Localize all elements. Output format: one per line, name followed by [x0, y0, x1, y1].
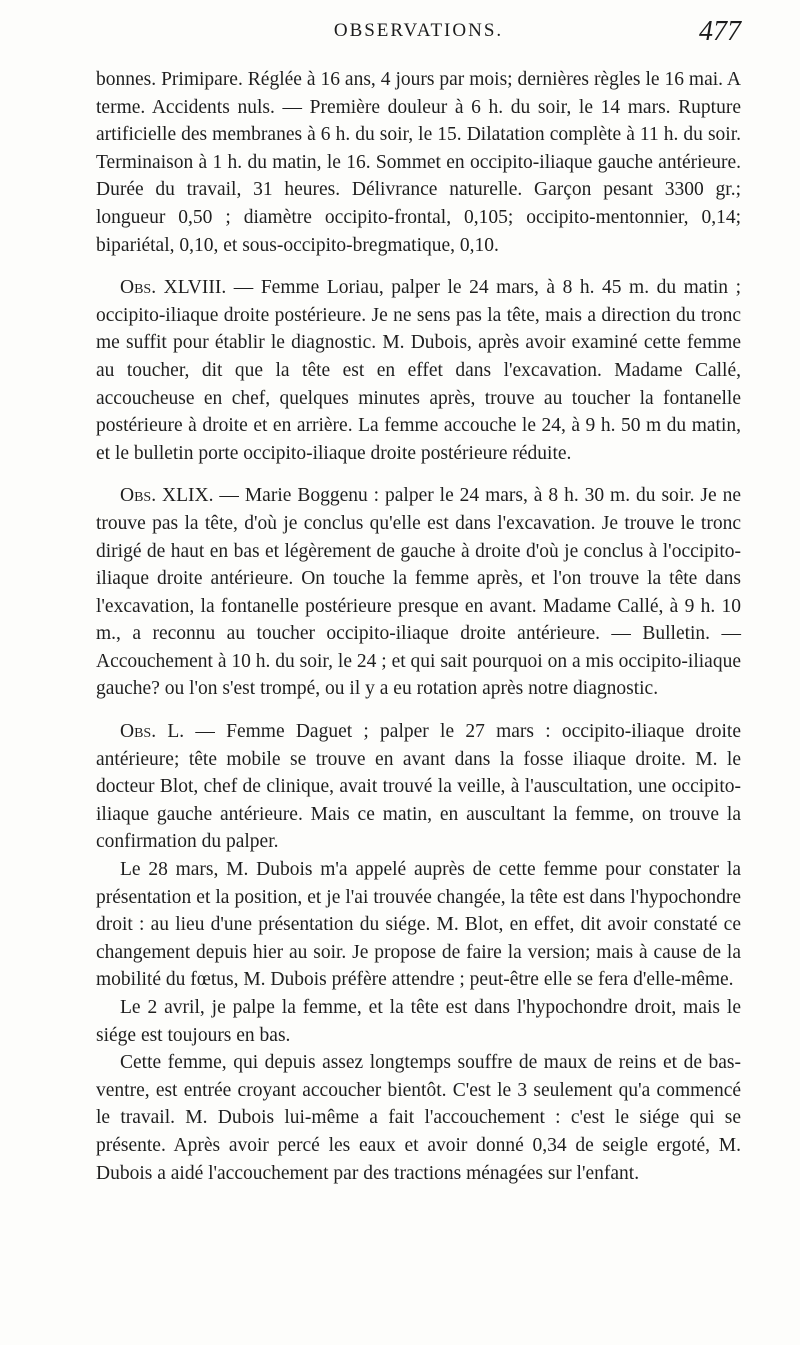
- paragraph-text: Cette femme, qui depuis assez longtemps souffre de maux de reins et de bas-ventre, est entrée croyant accoucher bientôt. C'est le 3 seulement qu'a commencé le travail. M. Dubois lui-même a fait l'accouchement : c'est le siége qui se présente. Après avoir percé les eaux et avoir donné 0,34 de seigle ergoté, M. Dubois a aidé l'accouchement par des tractions ménagées sur l'enfant.: [96, 1052, 741, 1184]
- paragraph-text: — Femme Loriau, palper le 24 mars, à 8 h. 45 m. du matin ; occipito-iliaque droite postérieure. Je ne sens pas la tête, mais a direction du tronc me suffit pour établir le diagnostic. M. Dubois, après avoir examiné cette femme au toucher, dit que la tête est en effet dans l'excavation. Madame Callé, accoucheuse en chef, quelques minutes après, trouve au toucher la fontanelle postérieure à droite et en arrière. La femme accouche le 24, à 9 h. 50 m du matin, et le bulletin porte occipito-iliaque droite postérieure réduite.: [96, 277, 741, 464]
- body-text: [96, 66, 741, 1187]
- paragraph-text: — Femme Daguet ; palper le 27 mars : occipito-iliaque droite antérieure; tête mobile se trouve en avant dans la fosse iliaque droite. M. le docteur Blot, chef de clinique, avait trouvé la veille, à l'auscultation, une occipito-iliaque gauche antérieure. Mais ce matin, en auscultant la femme, on trouve la confirmation du palper.: [96, 721, 741, 853]
- observation-xlix: [96, 482, 741, 703]
- running-title: OBSERVATIONS.: [333, 20, 504, 41]
- paragraph-text: — Marie Boggenu : palper le 24 mars, à 8 h. 30 m. du soir. Je ne trouve pas la tête, d'où je conclus qu'elle est dans l'excavation. Je trouve le tronc dirigé de haut en bas et légèrement de gauche à droite d'où je conclus à l'occipito-iliaque droite antérieure. On touche la femme après, et l'on trouve la tête dans l'excavation, la fontanelle postérieure presque en avant. Madame Callé, à 9 h. 10 m., a reconnu au toucher occipito-iliaque droite antérieure. — Bulletin. — Accouchement à 10 h. du soir, le 24 ; et qui sait pourquoi on a mis occipito-iliaque gauche? ou l'on s'est trompé, ou il y a eu rotation après notre diagnostic.: [96, 485, 742, 700]
- paragraph-continuation: [96, 66, 741, 259]
- observation-label: Obs. L.: [120, 721, 185, 743]
- running-head: [96, 16, 741, 52]
- observation-label: Obs. XLVIII.: [120, 277, 227, 299]
- paragraph-text: Le 28 mars, M. Dubois m'a appelé auprès de cette femme pour constater la présentation et la position, et je l'ai trouvée changée, la tête est dans l'hypochondre droit : au lieu d'une présentation du siége. M. Blot, en effet, dit avoir constaté ce changement depuis hier au soir. Je propose de faire la version; mais à cause de la mobilité du fœtus, M. Dubois préfère attendre ; peut-être elle se fera d'elle-même.: [96, 859, 741, 991]
- paragraph-text: bonnes. Primipare. Réglée à 16 ans, 4 jours par mois; dernières règles le 16 mai. A terme. Accidents nuls. — Première douleur à 6 h. du soir, le 14 mars. Rupture artificielle des membranes à 6 h. du soir, le 15. Dilatation complète à 11 h. du soir. Terminaison à 1 h. du matin, le 16. Sommet en occipito-iliaque gauche antérieure. Durée du travail, 31 heures. Délivrance naturelle. Garçon pesant 3300 gr.; longueur 0,50 ; diamètre occipito-frontal, 0,105; occipito-mentonnier, 0,14; bipariétal, 0,10, et sous-occipito-bregmatique, 0,10.: [96, 69, 741, 256]
- paragraph: [96, 994, 741, 1049]
- page-number: 477: [699, 16, 741, 47]
- paragraph-text: Le 2 avril, je palpe la femme, et la tête est dans l'hypochondre droit, mais le siége est toujours en bas.: [96, 997, 741, 1046]
- paragraph: [96, 856, 741, 994]
- observation-l: [96, 718, 741, 856]
- observation-label: Obs. XLIX.: [120, 485, 214, 507]
- observation-xlviii: [96, 274, 741, 467]
- paragraph: [96, 1049, 741, 1187]
